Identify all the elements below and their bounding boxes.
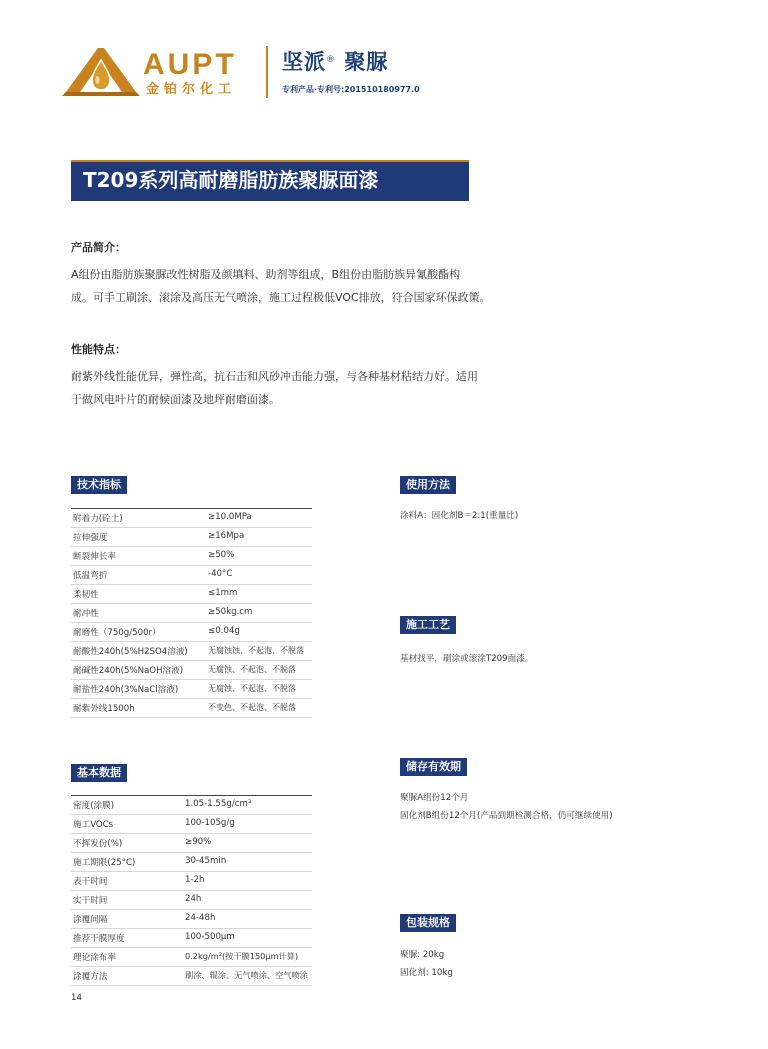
spec-key: 附着力(砼土)	[73, 514, 123, 524]
usage-tag: 使用方法	[400, 476, 456, 494]
package-tag: 包装规格	[400, 914, 456, 932]
table-row	[71, 815, 312, 834]
spec-key: 断裂伸长率	[73, 552, 116, 562]
data-value: 24h	[185, 894, 202, 904]
table-row	[71, 834, 312, 853]
storage-line: 聚脲A组份12个月	[400, 793, 469, 803]
spec-key: 耐紫外线1500h	[73, 704, 135, 714]
data-value: 刷涂、辊涂、无气喷涂、空气喷涂	[185, 970, 308, 980]
features-line: 耐紫外线性能优异，弹性高，抗石击和风砂冲击能力强，与各种基材粘结力好。适用	[71, 370, 478, 383]
product-suffix: 聚脲	[344, 50, 389, 74]
brand-name-en: AUPT	[143, 48, 237, 81]
tech-spec-tag: 技术指标	[71, 476, 127, 494]
table-row	[71, 585, 312, 604]
data-key: 涂覆方法	[73, 972, 108, 982]
data-value: 100-105g/g	[185, 818, 235, 828]
intro-title: 产品简介：	[71, 241, 126, 254]
data-key: 不挥发份(%)	[73, 839, 123, 849]
data-key: 施工期限(25°C)	[73, 858, 136, 868]
spec-value: ≥50kg.cm	[208, 607, 253, 617]
package-text	[400, 946, 453, 982]
table-row	[71, 547, 312, 566]
table-row	[71, 623, 312, 642]
spec-key: 耐酸性240h(5%H2SO4溶液)	[73, 647, 188, 657]
data-value: ≥90%	[185, 837, 212, 847]
spec-value: ≥16Mpa	[208, 531, 245, 541]
table-row	[71, 642, 312, 661]
table-row	[71, 853, 312, 872]
spec-value: 无腐蚀蚀、不起泡、不脱落	[208, 646, 304, 655]
table-row	[71, 910, 312, 929]
table-row	[71, 795, 312, 815]
patent-number: 专利产品·专利号:201510180977.0	[282, 85, 420, 94]
aupt-logo-icon	[62, 42, 140, 98]
intro-paragraph	[71, 263, 511, 309]
table-row	[71, 872, 312, 891]
spec-key: 耐盐性240h(3%NaCl溶液)	[73, 685, 179, 695]
data-value: 1-2h	[185, 875, 205, 885]
spec-value: 不变色、不起泡、不脱落	[208, 703, 296, 712]
spec-key: 低温弯折	[73, 571, 108, 581]
data-key: 实干时间	[73, 896, 108, 906]
spec-key: 拉伸强度	[73, 533, 108, 543]
table-row	[71, 604, 312, 623]
usage-text: 涂料A：固化剂B＝2:1(重量比)	[400, 511, 519, 521]
features-title: 性能特点：	[71, 343, 126, 356]
table-row	[71, 967, 312, 986]
table-row	[71, 929, 312, 948]
table-row	[71, 661, 312, 680]
data-key: 施工VOCs	[73, 820, 114, 830]
table-row	[71, 891, 312, 910]
features-paragraph	[71, 365, 511, 411]
data-key: 涂覆间隔	[73, 915, 108, 925]
spec-value: ≥10.0MPa	[208, 512, 252, 522]
data-value: 30-45min	[185, 856, 227, 866]
spec-value: ≥50%	[208, 550, 235, 560]
storage-tag: 储存有效期	[400, 758, 467, 776]
brand-name-cn: 金铂尔化工	[146, 82, 237, 97]
spec-key: 柔韧性	[73, 590, 99, 600]
spec-key: 耐磨性（750g/500r）	[73, 628, 161, 638]
table-row	[71, 680, 312, 699]
spec-key: 耐冲性	[73, 609, 99, 619]
table-row	[71, 508, 312, 528]
data-value: 100-500μm	[185, 932, 235, 942]
spec-value: -40°C	[208, 569, 233, 579]
basic-data-tag: 基本数据	[71, 764, 127, 782]
spec-value: 无腐蚀、不起泡、不脱落	[208, 665, 296, 674]
page-number: 14	[71, 993, 82, 1003]
product-name: 坚派	[282, 50, 326, 74]
table-row	[71, 566, 312, 585]
process-text: 基材找平，刷涂或滚涂T209面漆。	[400, 654, 534, 664]
table-row	[71, 699, 312, 718]
data-key: 推荐干膜厚度	[73, 934, 125, 944]
product-brand-title	[282, 50, 388, 74]
storage-line: 固化剂B组份12个月(产品到期检测合格，仍可继续使用)	[400, 811, 613, 821]
intro-line: 成。可手工刷涂、滚涂及高压无气喷涂，施工过程极低VOC排放，符合国家环保政策。	[71, 291, 491, 304]
spec-value: 无腐蚀、不起泡、不脱落	[208, 684, 296, 693]
process-tag: 施工工艺	[400, 616, 456, 634]
data-key: 理论涂布率	[73, 953, 116, 963]
data-key: 密度(涂膜)	[73, 801, 115, 811]
data-value: 1.05-1.55g/cm³	[185, 799, 252, 809]
package-line: 聚脲: 20kg	[400, 950, 445, 960]
table-row	[71, 528, 312, 547]
spec-value: ≤1mm	[208, 588, 238, 598]
features-line: 于做风电叶片的耐候面漆及地坪耐磨面漆。	[71, 393, 280, 406]
package-line: 固化剂: 10kg	[400, 968, 453, 978]
basic-data-table	[71, 795, 312, 986]
spec-key: 耐碱性240h(5%NaOH溶液)	[73, 666, 184, 676]
data-value: 24-48h	[185, 913, 216, 923]
table-row	[71, 948, 312, 967]
tech-spec-table	[71, 508, 312, 718]
data-key: 表干时间	[73, 877, 108, 887]
data-value: 0.2kg/m²(按干膜150μm计算)	[185, 951, 299, 961]
storage-text	[400, 789, 613, 825]
intro-line: A组份由脂肪族聚脲改性树脂及颜填料、助剂等组成，B组份由脂肪族异氰酸酯构	[71, 268, 461, 281]
header-divider	[266, 46, 268, 98]
spec-value: ≤0.04g	[208, 626, 240, 636]
page-title: T209系列高耐磨脂肪族聚脲面漆	[83, 168, 379, 192]
registered-mark: ®	[326, 55, 336, 65]
